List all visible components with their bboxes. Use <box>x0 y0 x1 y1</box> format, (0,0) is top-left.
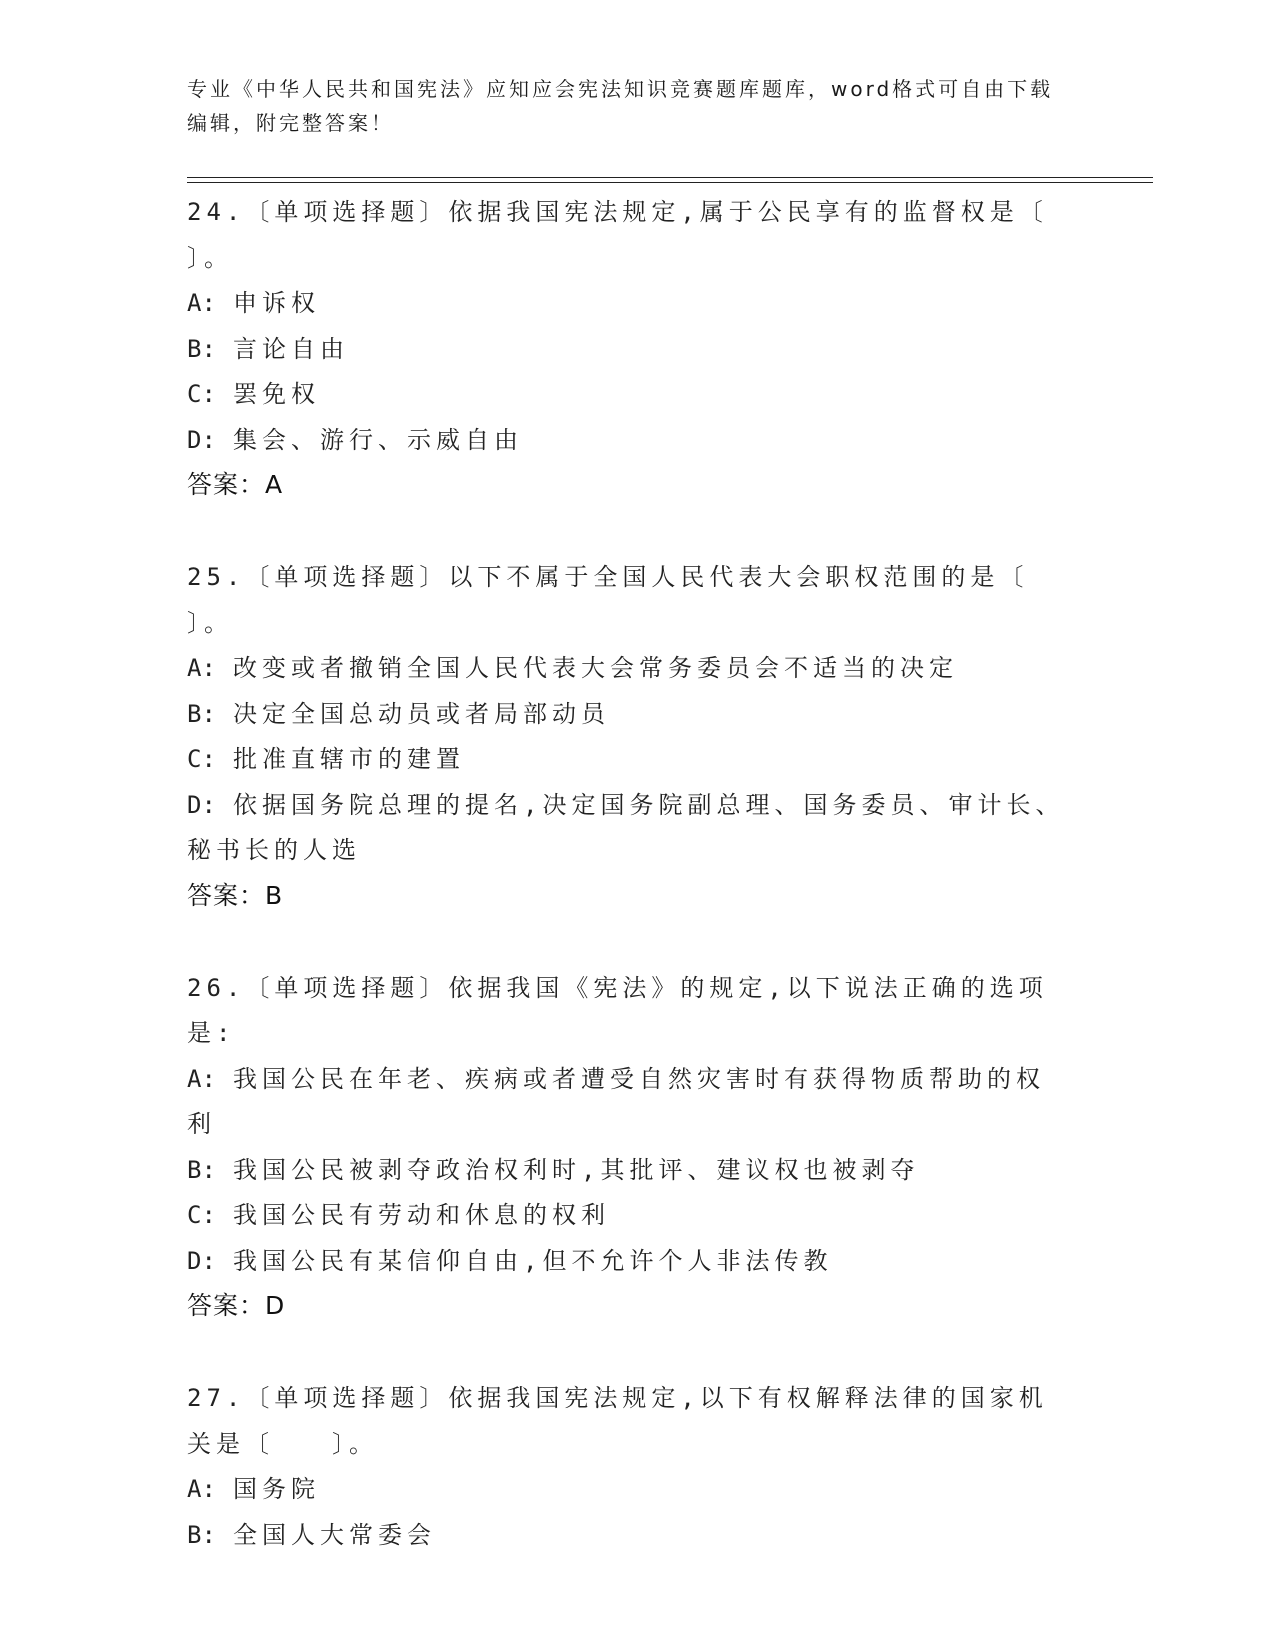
option-text: 全国人大常委会 <box>233 1520 436 1549</box>
option-a <box>187 1467 1067 1513</box>
option-letter: B: <box>187 1520 216 1549</box>
answer-value: A <box>265 470 284 499</box>
option-b <box>187 1148 1067 1194</box>
answer-line <box>187 874 1087 918</box>
option-a <box>187 646 1067 692</box>
option-text: 申诉权 <box>233 289 320 317</box>
option-b <box>187 1513 1067 1559</box>
question-26 <box>187 966 1087 1329</box>
question-list <box>187 190 1106 1606</box>
answer-line <box>187 1284 1087 1328</box>
option-letter: D: <box>187 790 216 819</box>
answer-value: D <box>265 1291 286 1320</box>
option-letter: D: <box>187 425 216 454</box>
answer-value: B <box>265 880 284 910</box>
header-divider-top <box>187 177 1153 178</box>
question-stem: 26.〔单项选择题〕依据我国《宪法》的规定,以下说法正确的选项是: <box>187 973 1048 1047</box>
document-header: 专业《中华人民共和国宪法》应知应会宪法知识竞赛题库题库，word格式可自由下载编辑，附完整答案！ <box>187 77 1054 135</box>
answer-label: 答案： <box>187 1291 266 1320</box>
option-text: 罢免权 <box>233 380 320 408</box>
option-letter: C: <box>187 380 216 408</box>
question-stem: 25.〔单项选择题〕以下不属于全国人民代表大会职权范围的是〔 〕。 <box>187 563 1087 637</box>
option-c <box>187 372 1067 418</box>
option-letter: A: <box>187 289 216 317</box>
option-letter: A: <box>187 1064 216 1093</box>
question-27 <box>187 1376 1087 1558</box>
option-letter: B: <box>187 699 216 728</box>
option-letter: B: <box>187 334 216 363</box>
option-c <box>187 737 1067 783</box>
option-c <box>187 1193 1067 1239</box>
question-stem: 24.〔单项选择题〕依据我国宪法规定,属于公民享有的监督权是〔 〕。 <box>187 198 1106 272</box>
option-text: 我国公民被剥夺政治权利时,其批评、建议权也被剥夺 <box>233 1155 920 1184</box>
option-text: 批准直辖市的建置 <box>233 745 465 773</box>
option-a <box>187 281 1067 327</box>
option-text: 决定全国总动员或者局部动员 <box>233 699 610 728</box>
option-d <box>187 783 1067 874</box>
option-d <box>187 1239 1067 1285</box>
option-text: 言论自由 <box>233 334 349 363</box>
option-a <box>187 1057 1067 1148</box>
option-letter: C: <box>187 1201 216 1229</box>
question-24 <box>187 190 1106 507</box>
option-text: 依据国务院总理的提名,决定国务院副总理、国务委员、审计长、秘书长的人选 <box>187 790 1065 864</box>
option-letter: B: <box>187 1155 216 1184</box>
option-letter: C: <box>187 745 216 773</box>
option-letter: D: <box>187 1246 216 1275</box>
option-b <box>187 692 1067 738</box>
option-text: 国务院 <box>233 1475 320 1503</box>
answer-label: 答案： <box>187 880 266 910</box>
option-letter: A: <box>187 654 216 682</box>
option-b <box>187 327 1067 373</box>
option-text: 集会、游行、示威自由 <box>233 425 523 454</box>
answer-label: 答案： <box>187 470 266 499</box>
answer-line <box>187 463 1087 507</box>
option-letter: A: <box>187 1475 216 1503</box>
question-25 <box>187 555 1087 918</box>
option-text: 我国公民有劳动和休息的权利 <box>233 1201 610 1229</box>
option-d <box>187 418 1067 464</box>
option-text: 改变或者撤销全国人民代表大会常务委员会不适当的决定 <box>233 654 958 682</box>
question-stem: 27.〔单项选择题〕依据我国宪法规定,以下有权解释法律的国家机关是〔 〕。 <box>187 1384 1048 1458</box>
option-text: 我国公民在年老、疾病或者遭受自然灾害时有获得物质帮助的权利 <box>187 1064 1045 1138</box>
header-divider-bottom <box>187 182 1153 183</box>
option-text: 我国公民有某信仰自由,但不允许个人非法传教 <box>233 1246 833 1275</box>
